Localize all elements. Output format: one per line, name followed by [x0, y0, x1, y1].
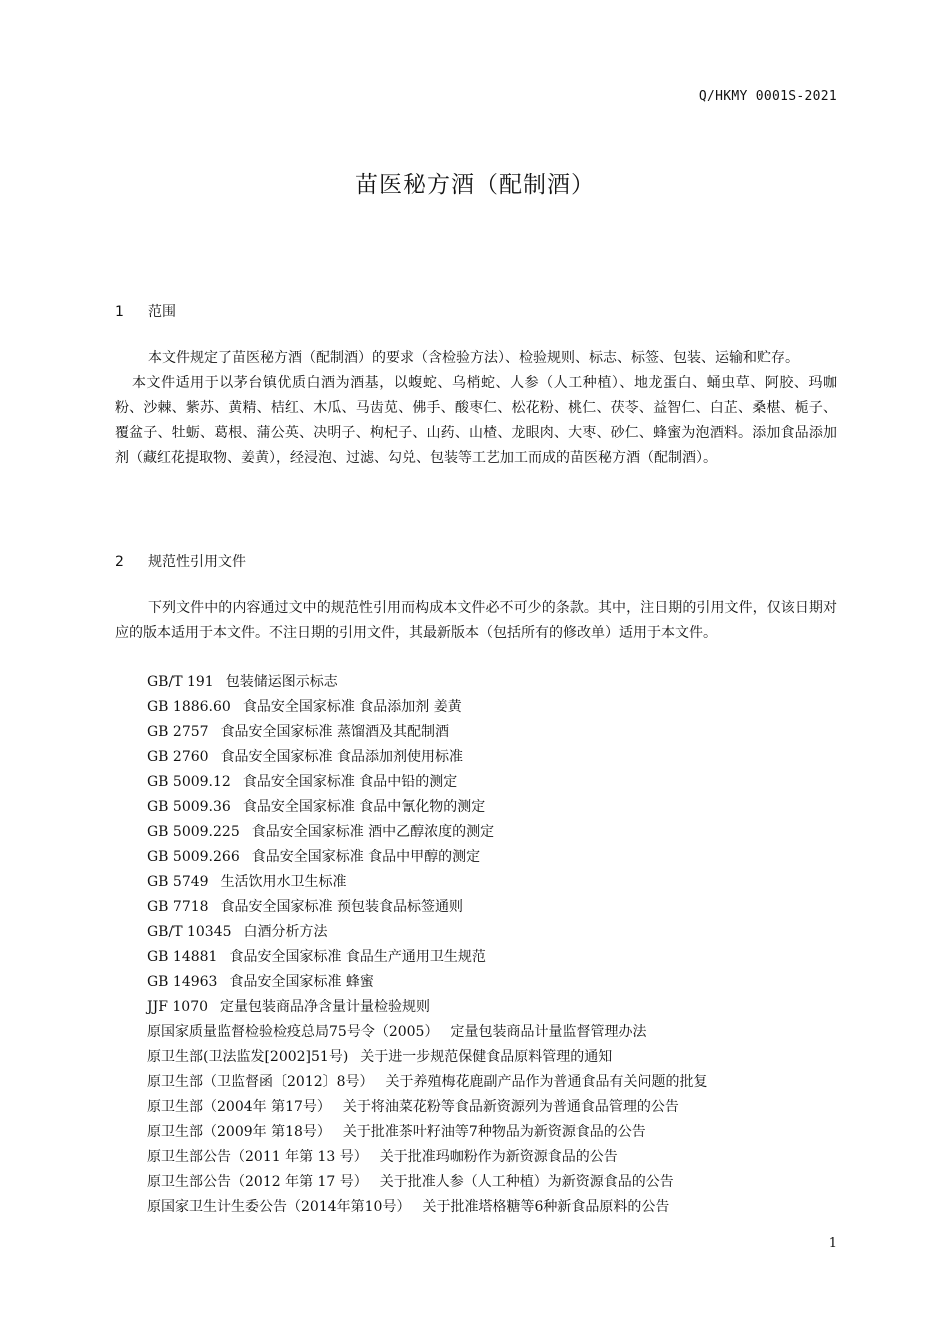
reference-item	[147, 1070, 847, 1095]
reference-name: 关于批准塔格糖等6种新食品原料的公告	[422, 1199, 670, 1215]
reference-name: 定量包装商品计量监督管理办法	[450, 1024, 647, 1040]
section-title: 范围	[148, 304, 176, 320]
reference-name: 食品安全国家标准 食品添加剂使用标准	[220, 749, 464, 765]
section-heading-normative-references	[115, 551, 246, 571]
reference-item	[147, 1170, 847, 1195]
section-number: 1	[115, 304, 124, 320]
reference-item	[147, 745, 847, 770]
reference-name: 食品安全国家标准 食品添加剂 姜黄	[242, 699, 462, 715]
reference-name: 食品安全国家标准 蜂蜜	[229, 974, 374, 990]
reference-code: 原卫生部(卫法监发[2002]51号)	[147, 1049, 349, 1065]
document-code: Q/HKMY 0001S-2021	[698, 89, 837, 104]
reference-code: GB 5009.266	[147, 849, 240, 865]
reference-item	[147, 1120, 847, 1145]
reference-code: 原国家质量监督检验检疫总局75号令（2005）	[147, 1024, 439, 1040]
reference-name: 食品安全国家标准 酒中乙醇浓度的测定	[251, 824, 495, 840]
section-references-body	[115, 596, 837, 646]
reference-item	[147, 895, 847, 920]
reference-name: 关于批准人参（人工种植）为新资源食品的公告	[379, 1174, 674, 1190]
reference-item	[147, 970, 847, 995]
reference-name: 关于批准玛咖粉作为新资源食品的公告	[379, 1149, 618, 1165]
reference-item	[147, 870, 847, 895]
reference-code: GB 5009.36	[147, 799, 231, 815]
reference-item	[147, 1195, 847, 1220]
reference-code: GB 7718	[147, 899, 209, 915]
reference-name: 关于养殖梅花鹿副产品作为普通食品有关问题的批复	[385, 1074, 708, 1090]
section-title: 规范性引用文件	[148, 554, 246, 570]
reference-code: JJF 1070	[147, 999, 209, 1015]
reference-name: 食品安全国家标准 食品中甲醇的测定	[251, 849, 481, 865]
reference-item	[147, 720, 847, 745]
reference-item	[147, 995, 847, 1020]
reference-code: 原卫生部公告（2011 年第 13 号）	[147, 1149, 368, 1165]
reference-name: 食品安全国家标准 食品中铅的测定	[242, 774, 458, 790]
reference-code: GB 14963	[147, 974, 218, 990]
paragraph: 下列文件中的内容通过文中的规范性引用而构成本文件必不可少的条款。其中，注日期的引用文件，仅该日期对应的版本适用于本文件。不注日期的引用文件，其最新版本（包括所有的修改单）适用于本文件。	[115, 600, 837, 641]
reference-item	[147, 770, 847, 795]
reference-code: 原国家卫生计生委公告（2014年第10号）	[147, 1199, 411, 1215]
reference-code: 原卫生部公告（2012 年第 17 号）	[147, 1174, 368, 1190]
reference-name: 关于批准茶叶籽油等7种物品为新资源食品的公告	[342, 1124, 646, 1140]
section-heading-scope	[115, 301, 176, 321]
reference-code: 原卫生部（卫监督函〔2012〕8号）	[147, 1074, 374, 1090]
reference-name: 食品安全国家标准 预包装食品标签通则	[220, 899, 464, 915]
reference-code: GB 1886.60	[147, 699, 231, 715]
reference-code: GB/T 10345	[147, 924, 232, 940]
document-title: 苗医秘方酒（配制酒）	[355, 172, 595, 198]
reference-name: 白酒分析方法	[243, 924, 328, 940]
reference-name: 关于进一步规范保健食品原料管理的通知	[360, 1049, 613, 1065]
section-number: 2	[115, 554, 124, 570]
reference-item	[147, 1045, 847, 1070]
reference-item	[147, 1095, 847, 1120]
reference-code: GB 14881	[147, 949, 218, 965]
reference-item	[147, 695, 847, 720]
reference-name: 关于将油菜花粉等食品新资源列为普通食品管理的公告	[342, 1099, 679, 1115]
reference-code: GB 5009.225	[147, 824, 240, 840]
reference-code: GB/T 191	[147, 674, 214, 690]
reference-name: 食品安全国家标准 蒸馏酒及其配制酒	[220, 724, 450, 740]
reference-code: GB 2760	[147, 749, 209, 765]
page-number: 1	[828, 1236, 837, 1251]
reference-code: GB 5009.12	[147, 774, 231, 790]
reference-item	[147, 945, 847, 970]
paragraph: 本文件规定了苗医秘方酒（配制酒）的要求（含检验方法）、检验规则、标志、标签、包装、运输和贮存。	[148, 350, 799, 366]
reference-name: 包装储运图示标志	[225, 674, 338, 690]
reference-name: 食品安全国家标准 食品生产通用卫生规范	[229, 949, 486, 965]
reference-item	[147, 795, 847, 820]
reference-code: 原卫生部（2004年 第17号）	[147, 1099, 331, 1115]
reference-item	[147, 845, 847, 870]
reference-item	[147, 820, 847, 845]
reference-item	[147, 1020, 847, 1045]
section-scope-body	[115, 346, 837, 471]
reference-item	[147, 1145, 847, 1170]
reference-code: 原卫生部（2009年 第18号）	[147, 1124, 331, 1140]
reference-item	[147, 920, 847, 945]
reference-code: GB 2757	[147, 724, 209, 740]
reference-name: 食品安全国家标准 食品中氰化物的测定	[242, 799, 486, 815]
reference-item	[147, 670, 847, 695]
reference-name: 定量包装商品净含量计量检验规则	[220, 999, 431, 1015]
reference-code: GB 5749	[147, 874, 209, 890]
paragraph: 本文件适用于以茅台镇优质白酒为酒基，以蝮蛇、乌梢蛇、人参（人工种植）、地龙蛋白、蛹虫草、阿胶、玛咖粉、沙棘、紫苏、黄精、桔红、木瓜、马齿苋、佛手、酸枣仁、松花粉、桃仁、茯苓、益智仁、白芷、桑椹、栀子、覆盆子、牡蛎、葛根、蒲公英、决明子、枸杞子、山药、山楂、龙眼肉、大枣、砂仁、蜂蜜为泡酒料。添加食品添加剂（藏红花提取物、姜黄），经浸泡、过滤、勾兑、包装等工艺加工而成的苗医秘方酒（配制酒）。	[115, 375, 837, 466]
reference-name: 生活饮用水卫生标准	[220, 874, 347, 890]
reference-list	[147, 670, 847, 1220]
